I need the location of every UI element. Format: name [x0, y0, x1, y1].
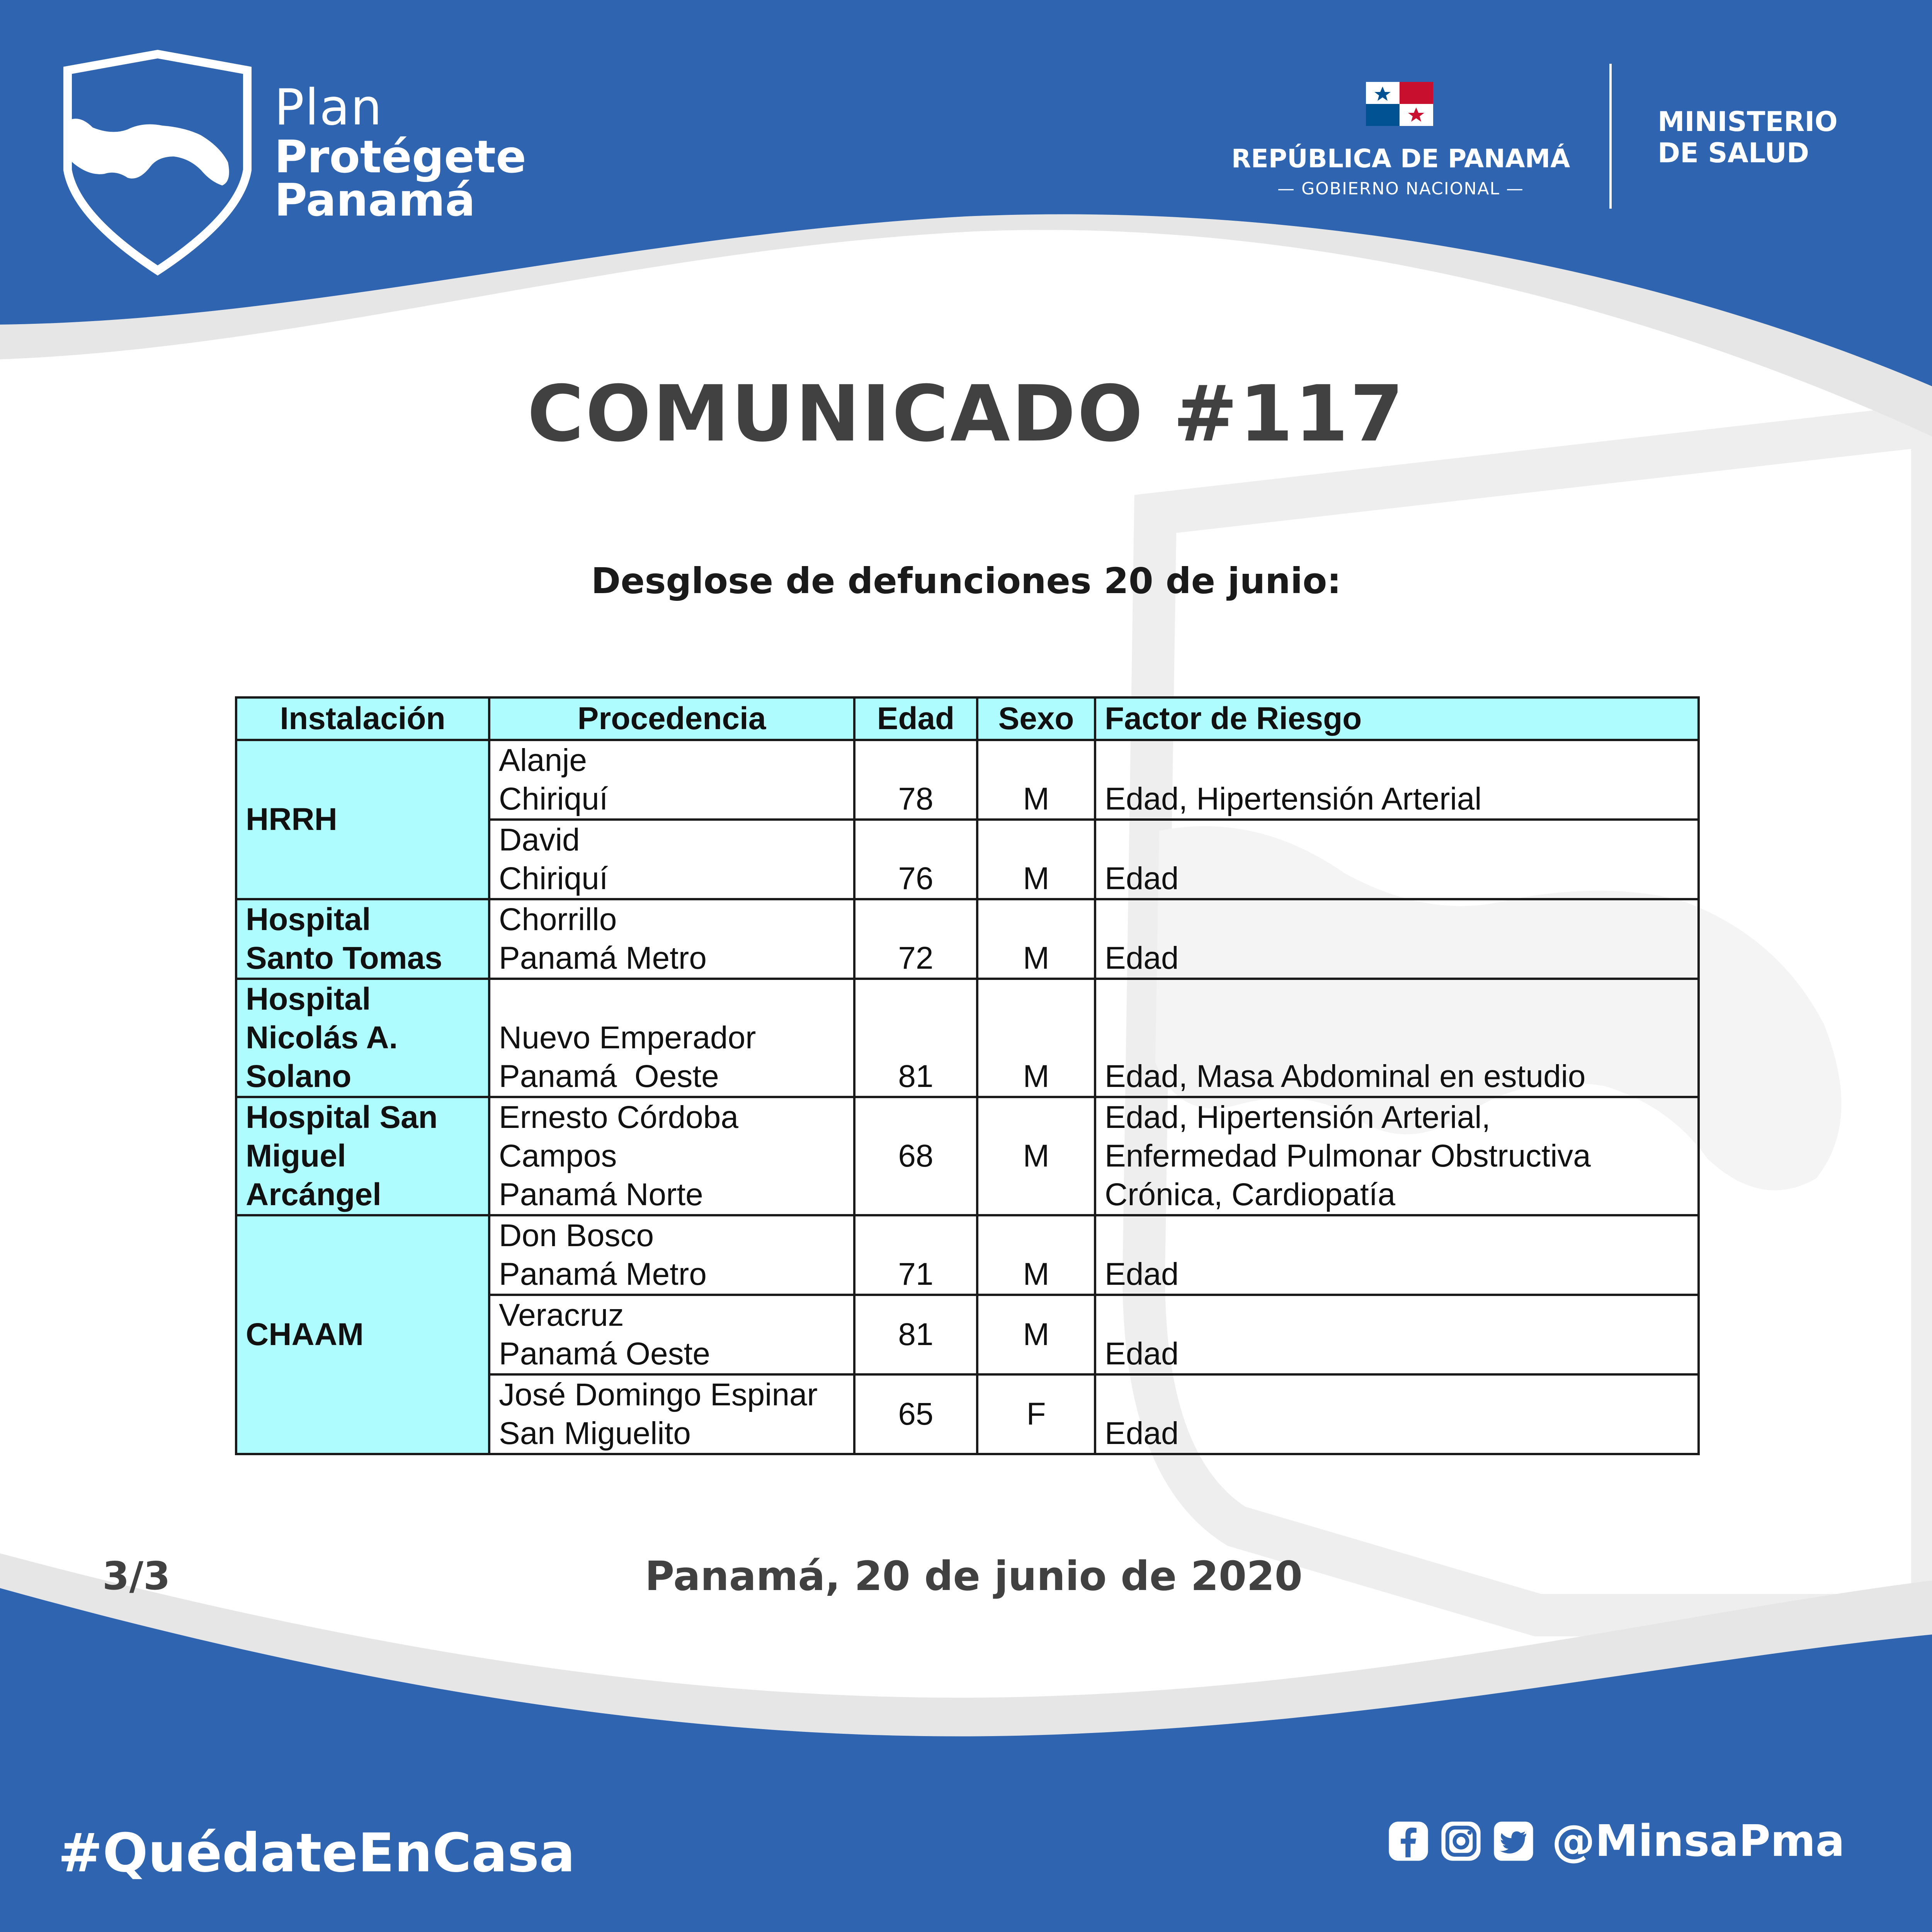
age-cell: 72	[854, 899, 977, 979]
risk-cell	[1095, 1097, 1699, 1215]
age-cell: 81	[854, 1295, 977, 1374]
dateline: Panamá, 20 de junio de 2020	[645, 1553, 1303, 1600]
plan-protegete-logo-text	[274, 79, 526, 226]
installation-cell	[236, 979, 489, 1097]
page-title: COMUNICADO #117	[527, 369, 1405, 459]
risk-cell	[1095, 820, 1699, 899]
risk-cell	[1095, 1215, 1699, 1295]
age-cell: 78	[854, 740, 977, 820]
cell-line: Campos	[499, 1138, 617, 1173]
header-divider	[1609, 64, 1612, 209]
ministry-line-2: DE SALUD	[1658, 137, 1809, 169]
age-cell: 65	[854, 1374, 977, 1454]
table-body	[236, 740, 1699, 1454]
age-cell: 71	[854, 1215, 977, 1295]
cell-line: Enfermedad Pulmonar Obstructiva	[1105, 1138, 1591, 1173]
cell-line: Don Bosco	[499, 1218, 654, 1253]
cell-line: Miguel	[246, 1138, 346, 1173]
social-handle[interactable]: @MinsaPma	[1552, 1816, 1845, 1866]
cell-line: San Miguelito	[499, 1416, 691, 1451]
col-header-origin: Procedencia	[489, 697, 854, 740]
cell-line: Hospital San	[246, 1100, 438, 1135]
cell-line: José Domingo Espinar	[499, 1377, 818, 1412]
cell-line: Edad, Hipertensión Arterial,	[1105, 1100, 1491, 1135]
page-number: 3/3	[102, 1553, 170, 1599]
sex-cell: M	[977, 740, 1095, 820]
installation-cell	[236, 899, 489, 979]
cell-line: Edad	[1105, 1336, 1179, 1371]
origin-cell	[489, 1295, 854, 1374]
cell-line: Solano	[246, 1059, 352, 1094]
sex-cell: M	[977, 899, 1095, 979]
sex-cell: M	[977, 979, 1095, 1097]
origin-cell	[489, 899, 854, 979]
origin-cell	[489, 740, 854, 820]
table-row	[236, 979, 1699, 1097]
cell-line: Edad	[1105, 1257, 1179, 1292]
origin-cell	[489, 1215, 854, 1295]
sex-cell: M	[977, 1295, 1095, 1374]
page-subtitle: Desglose de defunciones 20 de junio:	[591, 560, 1342, 602]
ministry-name	[1658, 106, 1838, 168]
cell-line: Edad, Hipertensión Arterial	[1105, 781, 1482, 816]
cell-line: Panamá Oeste	[499, 1336, 710, 1371]
cell-line: Nuevo Emperador	[499, 1020, 756, 1055]
age-cell: 76	[854, 820, 977, 899]
risk-cell	[1095, 899, 1699, 979]
cell-line: Chiriquí	[499, 781, 608, 816]
col-header-age: Edad	[854, 697, 977, 740]
cell-line: Alanje	[499, 743, 587, 778]
cell-line: Chorrillo	[499, 902, 617, 937]
table-row	[236, 1215, 1699, 1295]
cell-line: Santo Tomas	[246, 940, 442, 976]
cell-line: CHAAM	[246, 1317, 364, 1352]
deaths-table	[235, 696, 1700, 1455]
cell-line: Arcángel	[246, 1177, 381, 1212]
cell-line: Chiriquí	[499, 861, 608, 896]
government-seal	[1217, 77, 1584, 199]
sex-cell: M	[977, 1215, 1095, 1295]
col-header-installation: Instalación	[236, 697, 489, 740]
facebook-icon[interactable]	[1387, 1820, 1430, 1862]
origin-cell	[489, 979, 854, 1097]
cell-line: Panamá Oeste	[499, 1059, 719, 1094]
cell-line: Edad	[1105, 861, 1179, 896]
installation-cell	[236, 1097, 489, 1215]
government-subtitle-text: GOBIERNO NACIONAL	[1301, 179, 1500, 199]
cell-line: Hospital	[246, 902, 371, 937]
cell-line: Panamá Norte	[499, 1177, 703, 1212]
cell-line: HRRH	[246, 802, 337, 837]
risk-cell	[1095, 1295, 1699, 1374]
table-row	[236, 899, 1699, 979]
cell-line: Hospital	[246, 981, 371, 1017]
brand-line-1: Plan	[274, 79, 383, 136]
brand-line-3: Panamá	[274, 174, 476, 226]
instagram-icon[interactable]	[1440, 1820, 1482, 1862]
origin-cell	[489, 1097, 854, 1215]
hashtag: #QuédateEnCasa	[58, 1822, 575, 1884]
brand-line-2: Protégete	[274, 131, 526, 183]
cell-line: Panamá Metro	[499, 940, 707, 976]
risk-cell	[1095, 740, 1699, 820]
social-links	[1387, 1814, 1845, 1868]
government-subtitle: — GOBIERNO NACIONAL —	[1277, 179, 1524, 199]
risk-cell	[1095, 1374, 1699, 1454]
table-row	[236, 740, 1699, 820]
cell-line: Veracruz	[499, 1298, 624, 1333]
installation-cell	[236, 1215, 489, 1454]
age-cell: 81	[854, 979, 977, 1097]
origin-cell	[489, 1374, 854, 1454]
country-name: REPÚBLICA DE PANAMÁ	[1231, 144, 1570, 173]
cell-line: Edad, Masa Abdominal en estudio	[1105, 1059, 1586, 1094]
cell-line: Ernesto Córdoba	[499, 1100, 738, 1135]
ministry-line-1: MINISTERIO	[1658, 106, 1838, 138]
age-cell: 68	[854, 1097, 977, 1215]
table-row	[236, 1097, 1699, 1215]
cell-line: Panamá Metro	[499, 1257, 707, 1292]
cell-line: David	[499, 822, 580, 857]
table-header-row	[236, 697, 1699, 740]
col-header-sex: Sexo	[977, 697, 1095, 740]
twitter-icon[interactable]	[1492, 1820, 1535, 1862]
risk-cell	[1095, 979, 1699, 1097]
sex-cell: M	[977, 1097, 1095, 1215]
cell-line: Nicolás A.	[246, 1020, 398, 1055]
origin-cell	[489, 820, 854, 899]
sex-cell: M	[977, 820, 1095, 899]
cell-line: Crónica, Cardiopatía	[1105, 1177, 1396, 1212]
installation-cell	[236, 740, 489, 899]
cell-line: Edad	[1105, 940, 1179, 976]
col-header-risk: Factor de Riesgo	[1095, 697, 1699, 740]
sex-cell: F	[977, 1374, 1095, 1454]
cell-line: Edad	[1105, 1416, 1179, 1451]
